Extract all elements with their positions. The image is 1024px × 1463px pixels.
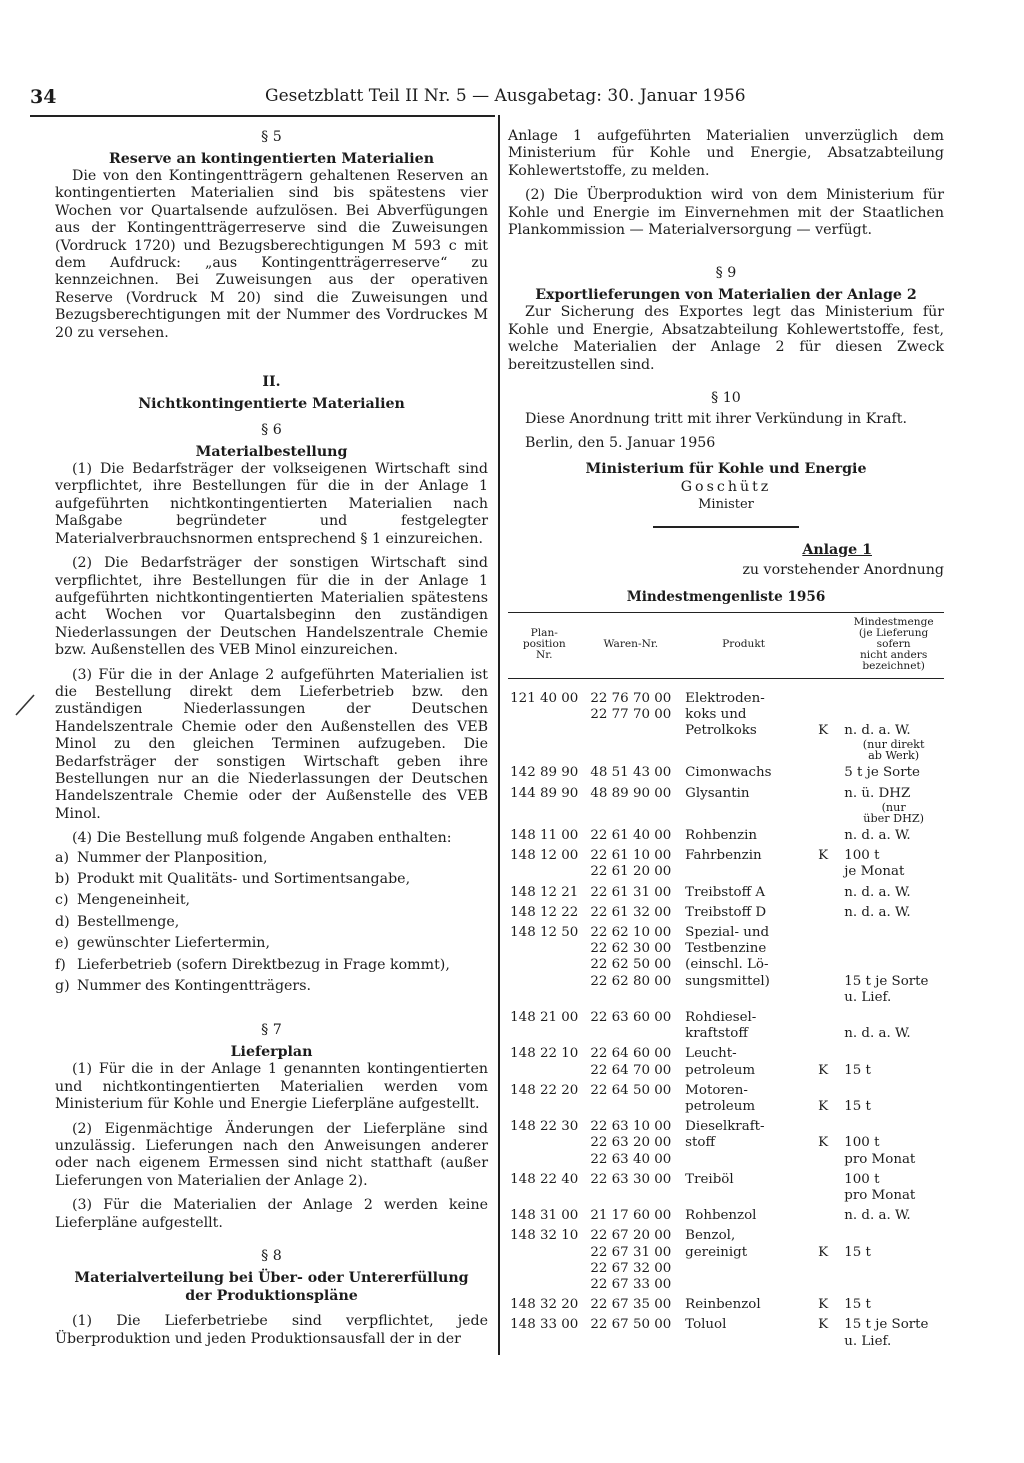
col-header-planposition: Plan- position Nr.	[508, 612, 580, 678]
cell-flag	[803, 904, 843, 924]
section-7-para-2: (2) Eigenmächtige Änderungen der Lieferpläne sind unzulässig. Lieferungen nach den Anweisungen anderer oder nach eigenem Ermessen sind nicht statthaft (außer Lieferungen von Materialien der Anlage 2).	[55, 1120, 488, 1189]
list-item: a) Nummer der Planposition,	[55, 849, 268, 866]
right-column	[508, 128, 944, 1353]
cell-flag	[803, 1171, 843, 1207]
cell-planposition: 144 89 90	[510, 785, 579, 801]
cell-waren-nr: 22 64 50 00	[590, 1082, 672, 1098]
cell-mindestmenge: n. d. a. W. (nur direkt ab Werk)	[844, 723, 925, 763]
table-body	[508, 678, 944, 1352]
section-8-title-1: Materialverteilung bei Über- oder Untererfüllung	[74, 1270, 469, 1287]
pencil-mark	[14, 693, 36, 717]
page-header	[30, 86, 746, 116]
table-row	[508, 904, 944, 924]
cell-produkt: Treibstoff D	[685, 904, 767, 920]
cell-produkt: Treiböl	[685, 1171, 734, 1187]
cell-waren-nr: 22 67 20 00 22 67 31 00 22 67 32 00 22 67 33 00	[590, 1228, 672, 1292]
cell-mindestmenge: 100 t pro Monat	[844, 1171, 916, 1203]
table-row	[508, 884, 944, 904]
cell-flag: K	[818, 1297, 829, 1313]
cell-waren-nr: 22 61 32 00	[590, 904, 672, 920]
table-row	[508, 827, 944, 847]
cell-waren-nr: 22 61 31 00	[590, 884, 672, 900]
table-row	[508, 785, 944, 827]
cell-mindestmenge: 15 t	[844, 1062, 871, 1078]
cell-mindestmenge: n. ü. DHZ (nur über DHZ)	[844, 785, 925, 825]
col-header-produkt: Produkt	[681, 612, 803, 678]
cell-waren-nr: 21 17 60 00	[590, 1208, 672, 1224]
cell-produkt: Toluol	[685, 1317, 727, 1333]
list-item: e) gewünschter Liefertermin,	[55, 935, 270, 952]
cell-produkt: Glysantin	[685, 785, 750, 801]
cell-produkt: Motoren- petroleum	[685, 1082, 756, 1114]
cell-flag: K	[818, 1098, 829, 1114]
table-row	[508, 1045, 944, 1081]
cell-produkt: Elektroden- koks und Petrolkoks	[685, 690, 765, 739]
cell-planposition: 148 32 10	[510, 1228, 579, 1244]
table-row	[508, 1296, 944, 1316]
cell-mindestmenge: n. d. a. W.	[844, 827, 911, 843]
cell-planposition: 148 22 10	[510, 1046, 579, 1062]
cell-mindestmenge: 15 t	[844, 1297, 871, 1313]
cell-flag: K	[818, 1317, 829, 1333]
cell-mindestmenge: 100 t je Monat	[844, 848, 905, 880]
col-header-mindestmenge: Mindestmenge (je Lieferung sofern nicht anders bezeichnet)	[843, 612, 944, 678]
col-header-waren: Waren-Nr.	[580, 612, 681, 678]
cell-waren-nr: 48 51 43 00	[590, 765, 672, 781]
annex-label-line	[508, 540, 944, 560]
cell-produkt: Dieselkraft- stoff	[685, 1119, 765, 1151]
section-8-para-2: (2) Die Überproduktion wird von dem Ministerium für Kohle und Energie im Einvernehmen mit der Staatlichen Plankommission — Materialversorgung — verfügt.	[508, 187, 944, 239]
cell-flag: K	[818, 1244, 829, 1260]
cell-produkt: Cimonwachs	[685, 765, 772, 781]
list-item: c) Mengeneinheit,	[55, 892, 191, 909]
cell-waren-nr: 22 63 60 00	[590, 1009, 672, 1025]
section-10-text: Diese Anordnung tritt mit ihrer Verkündung in Kraft.	[525, 411, 907, 428]
section-7-heading: § 7	[261, 1022, 282, 1039]
cell-waren-nr: 48 89 90 00	[590, 785, 672, 801]
cell-waren-nr: 22 63 10 00 22 63 20 00 22 63 40 00	[590, 1119, 672, 1167]
cell-flag: K	[818, 848, 829, 864]
table-row	[508, 1316, 944, 1352]
section-6-para-4: (4) Die Bestellung muß folgende Angaben enthalten:	[72, 830, 452, 847]
part-2-title: Nichtkontingentierte Materialien	[138, 396, 405, 413]
section-7-para-3: (3) Für die Materialien der Anlage 2 werden keine Lieferpläne aufgestellt.	[55, 1197, 488, 1231]
col-header-flag	[803, 612, 843, 678]
table-row	[508, 847, 944, 883]
section-5-title: Reserve an kontingentierten Materialien	[108, 151, 435, 167]
cell-planposition: 148 22 20	[510, 1082, 579, 1098]
cell-planposition: 148 21 00	[510, 1009, 579, 1025]
order-requirements-list	[55, 848, 488, 998]
table-row	[508, 1009, 944, 1045]
cell-flag	[803, 785, 843, 827]
section-7-para-1: (1) Für die in der Anlage 1 genannten kontingentierten und nichtkontingentierten Materialien werden vom Ministerium für Kohle und Energie Lieferpläne aufgestellt.	[55, 1061, 488, 1113]
table-row	[508, 1118, 944, 1171]
cell-mindestmenge: 15 t	[844, 1244, 871, 1260]
cell-planposition: 148 22 40	[510, 1171, 579, 1187]
section-6-para-3: (3) Für die in der Anlage 2 aufgeführten Materialien ist die Bestellung direkt dem Lieferbetrieb bzw. den zuständigen Niederlassungen der Deutschen Handelszentrale Chemie oder den Außenstellen des VEB Minol zu den gleichen Terminen aufzugeben. Die Bedarfsträger der sonstigen Wirtschaft geben ihre Bestellungen nur an die Niederlassungen der Deutschen Handelszentrale Chemie oder der Außenstelle des VEB Minol.	[55, 666, 488, 822]
cell-waren-nr: 22 67 35 00	[590, 1297, 672, 1313]
cell-mindestmenge: n. d. a. W.	[844, 904, 911, 920]
cell-mindestmenge: n. d. a. W.	[844, 884, 911, 900]
annex-subtitle: zu vorstehender Anordnung	[742, 561, 944, 578]
cell-produkt: Leucht- petroleum	[685, 1046, 756, 1078]
cell-mindestmenge: 100 t pro Monat	[844, 1135, 916, 1167]
cell-mindestmenge: 15 t je Sorte u. Lief.	[844, 1317, 929, 1349]
table-row	[508, 1227, 944, 1296]
cell-flag	[803, 1207, 843, 1227]
ministry-name: Ministerium für Kohle und Energie	[585, 460, 867, 477]
cell-waren-nr: 22 62 10 00 22 62 30 00 22 62 50 00 22 62 80 00	[590, 924, 672, 989]
section-6-para-1: (1) Die Bedarfsträger der volkseigenen Wirtschaft sind verpflichtet, ihre Bestellungen für die in der Anlage 1 aufgeführten nichtkontingentierten Materialien nach Maßgabe begründeter und festgelegter Materialverbrauchsnormen entsprechend § 1 einzureichen.	[55, 461, 488, 547]
cell-flag: K	[818, 1135, 829, 1151]
table-header-row	[508, 612, 944, 678]
section-6-title: Materialbestellung	[195, 444, 348, 461]
section-8-heading: § 8	[261, 1248, 282, 1265]
place-and-date: Berlin, den 5. Januar 1956	[525, 435, 716, 452]
signature-rule	[653, 526, 799, 528]
list-item: g) Nummer des Kontingentträgers.	[55, 978, 311, 995]
cell-flag	[803, 924, 843, 1009]
signer-title: Minister	[698, 496, 754, 512]
section-8-title-2: der Produktionspläne	[185, 1288, 358, 1305]
cell-mindestmenge: n. d. a. W.	[844, 1026, 911, 1042]
cell-produkt: Reinbenzol	[685, 1297, 761, 1313]
cell-planposition: 148 11 00	[510, 827, 579, 843]
list-title: Mindestmengenliste 1956	[626, 588, 826, 605]
section-8-para-1: (1) Die Lieferbetriebe sind verpflichtet, jede Überproduktion und jeden Produktionsausfall der in der	[55, 1313, 488, 1347]
list-item: f) Lieferbetrieb (sofern Direktbezug in Frage kommt),	[55, 956, 450, 973]
cell-mindestmenge: n. d. a. W.	[844, 1208, 911, 1224]
table-row	[508, 924, 944, 1009]
cell-produkt: Spezial- und Testbenzine (einschl. Lö- sungsmittel)	[685, 924, 770, 989]
table-row	[508, 1171, 944, 1207]
cell-waren-nr: 22 64 60 00 22 64 70 00	[590, 1046, 672, 1078]
annex-label: Anlage 1	[802, 541, 872, 558]
list-item: d) Bestellmenge,	[55, 913, 180, 930]
cell-produkt: Rohbenzol	[685, 1208, 757, 1224]
cell-planposition: 148 12 00	[510, 848, 579, 864]
signer-name: Goschütz	[680, 478, 772, 495]
cell-flag	[803, 1009, 843, 1045]
left-column	[55, 128, 488, 1355]
section-5-heading: § 5	[261, 129, 282, 145]
table-row	[508, 1207, 944, 1227]
cell-produkt: Fahrbenzin	[685, 848, 762, 864]
cell-produkt: Rohdiesel- kraftstoff	[685, 1009, 757, 1042]
cell-flag: K	[818, 723, 829, 739]
cell-produkt: Benzol, gereinigt	[685, 1228, 748, 1260]
cell-planposition: 142 89 90	[510, 765, 579, 781]
cell-planposition: 148 33 00	[510, 1317, 579, 1333]
table-row	[508, 1082, 944, 1118]
cell-flag	[803, 764, 843, 784]
section-9-heading: § 9	[715, 265, 737, 282]
cell-planposition: 148 22 30	[510, 1119, 579, 1135]
table-row	[508, 764, 944, 784]
section-7-title: Lieferplan	[230, 1044, 313, 1061]
cell-mindestmenge: 5 t je Sorte	[844, 765, 920, 781]
cell-planposition: 148 12 21	[510, 884, 579, 900]
cell-planposition: 121 40 00	[510, 690, 579, 706]
minimum-quantity-table	[508, 612, 944, 1353]
cell-flag: K	[818, 1062, 829, 1078]
column-divider	[498, 115, 500, 1355]
section-9-text: Zur Sicherung des Exportes legt das Ministerium für Kohle und Energie, Absatzabteilung Kohlewertstoffe, fest, welche Materialien der Anlage 2 für diesen Zweck bereitzustellen sind.	[508, 304, 944, 373]
cell-waren-nr: 22 61 40 00	[590, 827, 672, 843]
running-title: Gesetzblatt Teil II Nr. 5 — Ausgabetag: 30. Januar 1956	[265, 86, 746, 106]
cell-planposition: 148 31 00	[510, 1208, 579, 1224]
cell-waren-nr: 22 76 70 00 22 77 70 00	[590, 690, 672, 723]
cell-planposition: 148 12 22	[510, 904, 579, 920]
cell-waren-nr: 22 67 50 00	[590, 1317, 672, 1333]
cell-mindestmenge: 15 t	[844, 1098, 871, 1114]
section-10-heading: § 10	[711, 390, 741, 407]
cell-flag	[803, 827, 843, 847]
cell-produkt: Treibstoff A	[685, 884, 766, 900]
section-8-continuation: Anlage 1 aufgeführten Materialien unverzüglich dem Ministerium für Kohle und Energie, Absatzabteilung Kohlewertstoffe, zu melden.	[508, 128, 944, 179]
cell-produkt: Rohbenzin	[685, 827, 758, 843]
section-6-heading: § 6	[261, 422, 282, 439]
cell-flag	[803, 884, 843, 904]
section-5-text: Die von den Kontingentträgern gehaltenen Reserven an kontingentierten Materialien sind bis spätestens vier Wochen vor Quartalsende aufzulösen. Bei Abverfügungen aus der Kontingentträgerreserve sind die Zuweisungen (Vordruck 1720) und Bezugsberechtigungen M 593 c mit dem Aufdruck: „aus Kontingentträgerreserve“ zu kennzeichnen. Bei Zuweisungen aus der operativen Reserve (Vordruck M 20) sind die Zuweisungen und Bezugsberechtigungen mit der Nummer des Vordruckes M 20 zu versehen.	[55, 168, 488, 341]
table-row	[508, 678, 944, 764]
header-rule	[30, 115, 495, 117]
section-9-title: Exportlieferungen von Materialien der Anlage 2	[535, 287, 917, 304]
page-number: 34	[30, 86, 57, 108]
cell-planposition: 148 12 50	[510, 924, 579, 940]
list-item: b) Produkt mit Qualitäts- und Sortimentsangabe,	[55, 871, 411, 887]
cell-mindestmenge: 15 t je Sorte u. Lief.	[844, 973, 929, 1005]
cell-waren-nr: 22 63 30 00	[590, 1171, 672, 1187]
cell-waren-nr: 22 61 10 00 22 61 20 00	[590, 848, 672, 880]
part-2-heading: II.	[262, 374, 281, 391]
section-6-para-2: (2) Die Bedarfsträger der sonstigen Wirtschaft sind verpflichtet, ihre Bestellungen für die in der Anlage 1 aufgeführten nichtkontingentierten Materialien spätestens acht Wochen vor Quartalsbeginn den zuständigen Niederlassungen der Deutschen Handelszentrale Chemie bzw. Außenstellen des VEB Minol einzureichen.	[55, 555, 488, 659]
cell-planposition: 148 32 20	[510, 1297, 579, 1313]
